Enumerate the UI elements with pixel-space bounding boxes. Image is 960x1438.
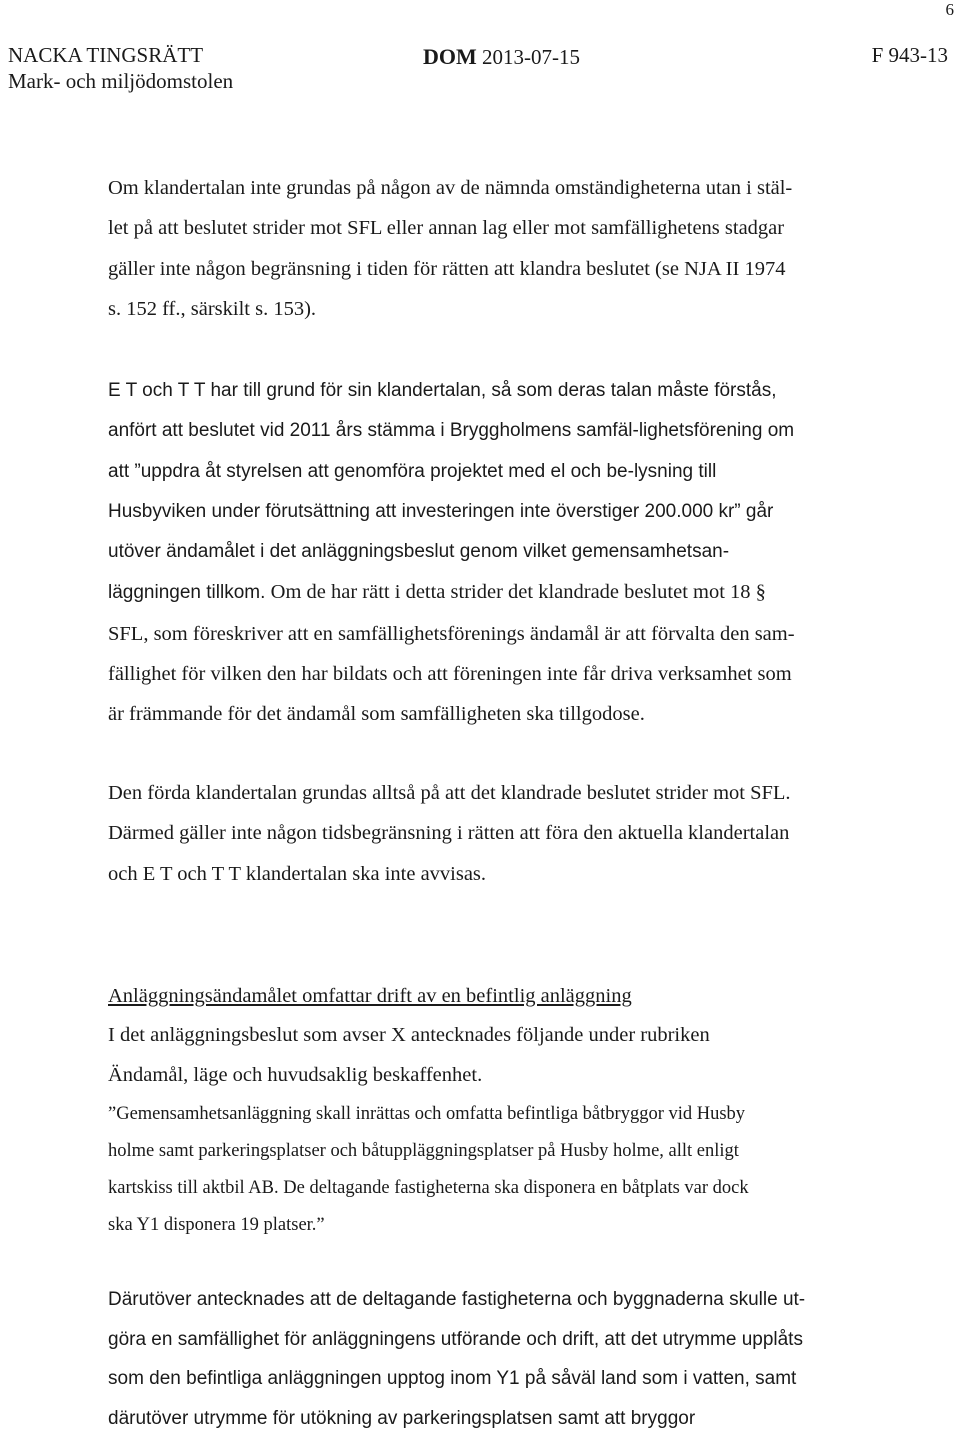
paragraph-additional-notes: [108, 1280, 888, 1438]
court-name: NACKA TINGSRÄTT: [8, 42, 203, 68]
text-line: s. 152 ff., särskilt s. 153).: [108, 289, 888, 329]
text-line: därutöver utrymme för utökning av parkeringsplatsen samt att bryggor: [108, 1399, 888, 1438]
paragraph-conclusion: [108, 773, 888, 894]
text-line: som den befintliga anläggningen upptog inom Y1 på såväl land som i vatten, samt: [108, 1359, 888, 1399]
text-line: Därutöver antecknades att de deltagande fastigheterna och byggnaderna skulle ut-: [108, 1280, 888, 1320]
text-line: E T och T T har till grund för sin klandertalan, så som deras talan måste förstås,: [108, 371, 888, 411]
document-date: 2013-07-15: [482, 45, 580, 69]
text-line: gäller inte någon begränsning i tiden för rätten att klandra beslutet (se NJA II 1974: [108, 249, 888, 289]
document-type: DOM: [423, 44, 477, 69]
case-number: F 943-13: [872, 42, 948, 68]
paragraph-time-limit: [108, 168, 888, 329]
text-line: kartskiss till aktbil AB. De deltagande fastigheterna ska disponera en båtplats var dock: [108, 1170, 749, 1207]
text-line: [108, 572, 888, 613]
department-name: Mark- och miljödomstolen: [8, 68, 233, 94]
text-line: utöver ändamålet i det anläggningsbeslut genom vilket gemensamhetsan-: [108, 532, 888, 572]
text-line: Husbyviken under förutsättning att investeringen inte överstiger 200.000 kr” går: [108, 492, 888, 532]
text-line: göra en samfällighet för anläggningens utförande och drift, att det utrymme upplåts: [108, 1320, 888, 1360]
text-segment-serif: Om de har rätt i detta strider det klandrade beslutet mot 18 §: [271, 581, 766, 603]
text-line: och E T och T T klandertalan ska inte avvisas.: [108, 854, 888, 894]
text-line: SFL, som föreskriver att en samfällighetsförenings ändamål är att förvalta den sam-: [108, 614, 888, 654]
text-line: anfört att beslutet vid 2011 års stämma i Bryggholmens samfäl-lighetsförening om: [108, 411, 888, 451]
text-line: är främmande för det ändamål som samfälligheten ska tillgodose.: [108, 694, 888, 734]
quoted-decision: [108, 1096, 749, 1244]
paragraph-decision-intro: [108, 1015, 888, 1095]
text-line: Därmed gäller inte någon tidsbegränsning i rätten att föra den aktuella klandertalan: [108, 813, 888, 853]
text-line: Om klandertalan inte grundas på någon av de nämnda omständigheterna utan i stäl-: [108, 168, 888, 208]
section-heading: Anläggningsändamålet omfattar drift av en befintlig anläggning: [108, 977, 632, 1015]
text-line: ska Y1 disponera 19 platser.”: [108, 1207, 749, 1244]
text-line: ”Gemensamhetsanläggning skall inrättas och omfatta befintliga båtbryggor vid Husby: [108, 1096, 749, 1133]
text-line: let på att beslutet strider mot SFL eller annan lag eller mot samfällighetens stadgar: [108, 208, 888, 248]
text-line: Den förda klandertalan grundas alltså på att det klandrade beslutet strider mot SFL.: [108, 773, 888, 813]
text-line: Ändamål, läge och huvudsaklig beskaffenhet.: [108, 1055, 888, 1095]
text-line: att ”uppdra åt styrelsen att genomföra projektet med el och be-lysning till: [108, 452, 888, 492]
text-segment-sans: läggningen tillkom.: [108, 582, 271, 603]
paragraph-claim-grounds: [108, 371, 888, 735]
text-line: holme samt parkeringsplatser och båtuppläggningsplatser på Husby holme, allt enligt: [108, 1133, 749, 1170]
text-line: I det anläggningsbeslut som avser X antecknades följande under rubriken: [108, 1015, 888, 1055]
document-type-date: [423, 44, 580, 70]
page-number: 6: [946, 0, 955, 20]
text-line: fällighet för vilken den har bildats och att föreningen inte får driva verksamhet som: [108, 654, 888, 694]
